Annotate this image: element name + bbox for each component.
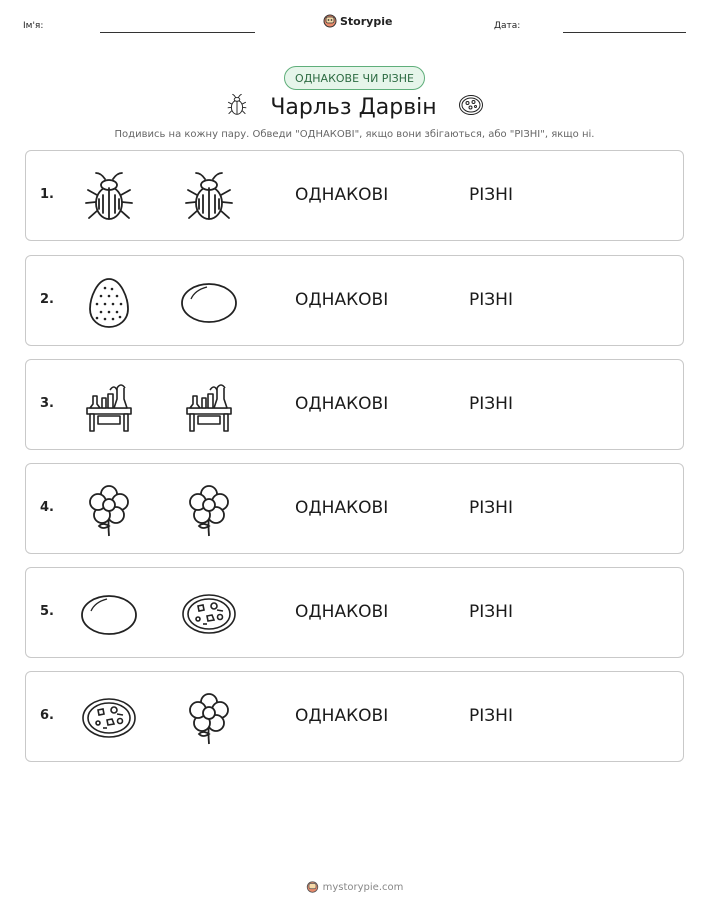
date-line[interactable] [563,32,686,33]
pizza-icon [181,586,237,642]
page-title: Чарльз Дарвін [270,94,437,120]
beetle-icon [181,169,237,225]
beetle-icon [224,92,250,122]
row-number: 2. [40,292,54,307]
row-5 [25,567,684,658]
pizza-icon [81,690,137,746]
same-option[interactable]: ОДНАКОВІ [295,706,389,726]
footer-url[interactable]: mystorypie.com [322,881,404,893]
row-1 [25,150,684,241]
different-option[interactable]: РІЗНІ [469,290,513,310]
row-number: 6. [40,708,54,723]
same-option[interactable]: ОДНАКОВІ [295,394,389,414]
instructions: Подивись на кожну пару. Обведи "ОДНАКОВІ", якщо вони збігаються, або "РІЗНІ", якщо ні. [114,129,595,140]
worksheet-type-badge: ОДНАКОВЕ ЧИ РІЗНЕ [284,66,425,90]
different-option[interactable]: РІЗНІ [469,498,513,518]
stone-icon [181,274,237,330]
different-option[interactable]: РІЗНІ [469,706,513,726]
row-number: 5. [40,604,54,619]
name-label: Ім'я: [23,21,44,31]
lab-table-icon [81,378,137,434]
same-option[interactable]: ОДНАКОВІ [295,498,389,518]
title-row [0,91,709,123]
row-2 [25,255,684,346]
row-3 [25,359,684,450]
same-option[interactable]: ОДНАКОВІ [295,602,389,622]
row-number: 1. [40,187,54,202]
flower-icon [181,482,237,538]
different-option[interactable]: РІЗНІ [469,602,513,622]
lab-table-icon [181,378,237,434]
same-option[interactable]: ОДНАКОВІ [295,290,389,310]
footer [0,880,709,894]
row-4 [25,463,684,554]
brand-name: Storypie [340,14,393,28]
stone-icon [81,586,137,642]
different-option[interactable]: РІЗНІ [469,394,513,414]
brand-logo [323,13,392,29]
date-label: Дата: [494,21,521,31]
same-option[interactable]: ОДНАКОВІ [295,185,389,205]
spotted-egg-icon [81,274,137,330]
row-6 [25,671,684,762]
storypie-mascot-icon [323,13,337,29]
storypie-mascot-icon [306,880,319,894]
pizza-icon [457,91,485,123]
beetle-icon [81,169,137,225]
different-option[interactable]: РІЗНІ [469,185,513,205]
flower-icon [81,482,137,538]
row-number: 3. [40,396,54,411]
flower-icon [181,690,237,746]
row-number: 4. [40,500,54,515]
name-line[interactable] [100,32,255,33]
